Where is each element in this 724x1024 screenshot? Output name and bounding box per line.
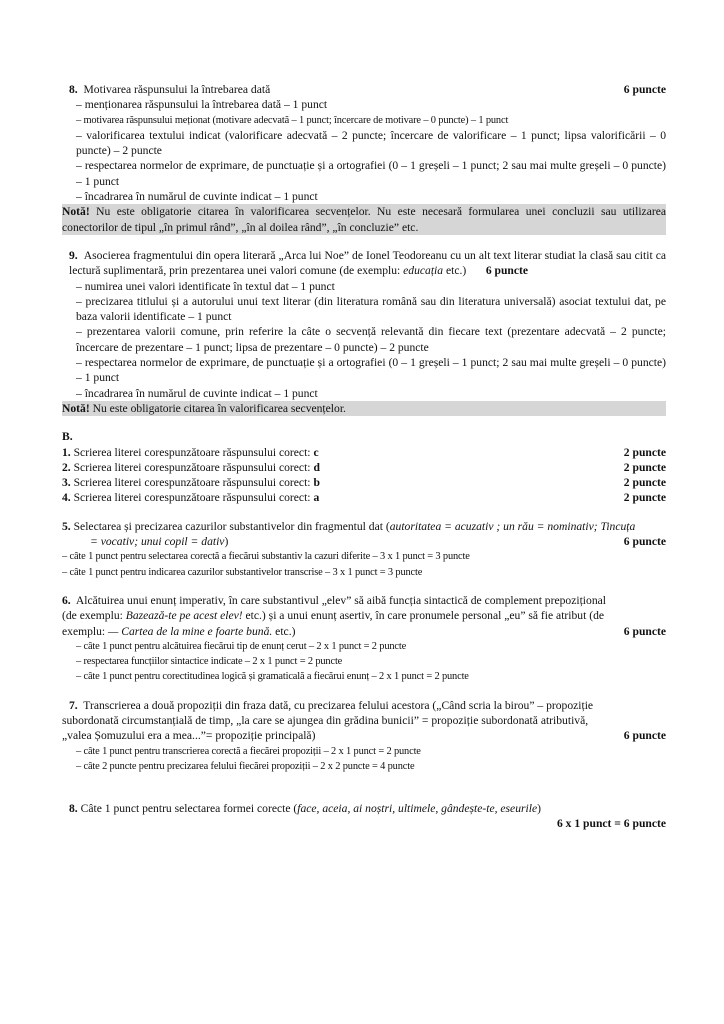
criterion: – câte 2 puncte pentru precizarea felului fiecărei propoziții – 2 x 2 puncte = 4 puncte (76, 760, 415, 772)
item-b7-heading-cont: subordonată circumstanțială de timp, „la care se ajungea din grădina bunicii” = propoziție subordonată atributivă, (62, 713, 589, 727)
item-text: Scrierea literei corespunzătoare răspunsului corect: (73, 476, 311, 490)
item-points: 2 puncte (623, 445, 666, 459)
criterion: – câte 1 punct pentru transcrierea corectă a fiecărei propoziții – 2 x 1 punct = 2 puncte (76, 745, 421, 757)
item-points: 6 puncte (623, 83, 666, 96)
item-points: 6 puncte (485, 264, 529, 278)
item-example: — Cartea de la mine e foarte bună. (108, 624, 273, 638)
criterion: – câte 1 punct pentru indicarea cazurilor substantivelor transcrise – 3 x 1 punct = 3 puncte (62, 566, 423, 578)
criterion: – precizarea titlului și a autorului unui text literar (din literatura română sau din literatura universală) asociat textului dat, pe baza valorii identificate – 1 punct (76, 294, 666, 324)
criterion: – încadrarea în numărul de cuvinte indicat – 1 punct (76, 190, 318, 204)
criterion: – respectarea normelor de exprimare, de punctuație și a ortografiei (0 – 1 greșeli – 1 punct; 2 sau mai multe greșeli – 0 puncte) – 1 punct (76, 159, 666, 188)
item-title: etc.) și a unui enunț asertiv, în care pronumele personal „eu” să fie atribut (de (242, 609, 605, 623)
item-title: Alcătuirea unui enunț imperativ, în care substantivul „elev” să aibă funcția sintactică de complement prepozițional (75, 593, 606, 607)
note-box (62, 204, 666, 235)
criterion: – numirea unei valori identificate în textul dat – 1 punct (76, 279, 335, 293)
criterion: – câte 1 punct pentru selectarea corectă a fiecărui substantiv la cazuri diferite – 3 x 1 punct = 3 puncte (62, 551, 470, 563)
correct-answer: c (313, 445, 319, 459)
note-text: Nu este obligatorie citarea în valorificarea secvențelor. (92, 401, 346, 415)
item-title: Transcrierea a două propoziții din fraza dată, cu precizarea felului acestora („Când scria la birou” – propoziție (83, 698, 594, 712)
correct-answer: d (313, 460, 320, 474)
item-title-end: ) (537, 802, 541, 816)
answer-row (62, 460, 666, 475)
criterion: – câte 1 punct pentru corectitudinea logică și gramaticală a fiecărui enunț – 2 x 1 punct = 2 puncte (76, 671, 469, 683)
scoring-document (62, 82, 666, 832)
criterion: – câte 1 punct pentru alcătuirea fiecărui tip de enunț cerut – 2 x 1 punct = 2 puncte (76, 640, 407, 652)
item-b7-heading (62, 698, 666, 713)
item-b6-heading (62, 593, 666, 608)
item-title-end: ) (224, 535, 229, 549)
item-points: 6 puncte (623, 624, 666, 638)
criterion: – respectarea funcțiilor sintactice indicate – 2 x 1 punct = 2 puncte (76, 656, 343, 668)
item-b5-heading-cont (62, 534, 666, 549)
item-title: exemplu: (62, 624, 109, 638)
note-label: Notă! (62, 205, 90, 219)
item-text: Scrierea literei corespunzătoare răspunsului corect: (73, 460, 311, 474)
item-number: 7. (69, 698, 78, 712)
correct-answer: b (313, 476, 320, 490)
item-title: (de exemplu: (62, 609, 126, 623)
item-number: 5. (62, 519, 71, 533)
item-points: 6 puncte (623, 535, 666, 549)
answer-row (62, 445, 666, 460)
item-b8-heading (62, 801, 666, 816)
item-points: 6 x 1 punct = 6 puncte (556, 817, 666, 831)
item-b7-heading-cont (62, 728, 666, 743)
criterion: – respectarea normelor de exprimare, de punctuație și a ortografiei (0 – 1 greșeli – 1 punct; 2 sau mai multe greșeli – 0 puncte) – 1 punct (76, 356, 666, 385)
item-number: 1. (62, 445, 71, 459)
answer-row (62, 475, 666, 490)
item-examples: autoritatea = acuzativ ; un rău = nominativ; Tincuța (389, 519, 636, 533)
part-b-label: B. (62, 430, 73, 444)
item-examples: = vocativ; unui copil = dativ (90, 535, 225, 549)
answer-row (62, 490, 666, 505)
item-example: Bazează-te pe acest elev! (125, 609, 243, 623)
item-title: Asocierea fragmentului din opera literară „Arca lui Noe” de Ionel Teodoreanu cu un alt text literar studiat la clasă sau citit ca lectură suplimentară, prin prezentarea unei valori comune (de exemplu: (69, 248, 666, 278)
item-number: 9. (69, 248, 78, 262)
item-title-example: educația (403, 264, 444, 278)
item-points: 6 puncte (623, 729, 666, 743)
item-b6-heading-cont (62, 608, 666, 623)
item-b5-heading (62, 519, 666, 534)
criterion: – încadrarea în numărul de cuvinte indicat – 1 punct (76, 386, 318, 400)
item-number: 6. (62, 593, 71, 607)
item-examples: face, aceia, ai noștri, ultimele, gândește-te, eseurile (297, 802, 538, 816)
item-points: 2 puncte (623, 476, 666, 490)
criterion: – menționarea răspunsului la întrebarea dată – 1 punct (76, 98, 328, 112)
item-title-end: etc.) (272, 624, 296, 638)
item-text: Scrierea literei corespunzătoare răspunsului corect: (73, 445, 311, 459)
item-text: Scrierea literei corespunzătoare răspunsului corect: (73, 491, 311, 505)
item-title: „valea Șomuzului era a mea...”= propoziție principală) (62, 729, 316, 743)
item-title: Motivarea răspunsului la întrebarea dată (83, 83, 271, 96)
note-box (62, 401, 666, 416)
item-points: 2 puncte (623, 491, 666, 505)
item-number: 8. (69, 83, 78, 96)
item-number: 2. (62, 460, 71, 474)
criterion: – prezentarea valorii comune, prin referire la câte o secvență relevantă din fiecare text (prezentare adecvată – 2 puncte; încercare de prezentare – 1 punct; lipsa de prezentare – 0 puncte) – 2 puncte (76, 325, 666, 354)
item-title: Selectarea și precizarea cazurilor substantivelor din fragmentul dat ( (73, 519, 390, 533)
criterion: – motivarea răspunsului meționat (motivare adecvată – 1 punct; încercare de motivare – 0 puncte) – 1 punct (76, 114, 509, 126)
item-b6-heading-cont (62, 624, 666, 639)
item-points: 2 puncte (623, 460, 666, 474)
item-number: 3. (62, 476, 71, 490)
item-number: 8. (69, 802, 78, 816)
criterion: – valorificarea textului indicat (valorificare adecvată – 2 puncte; încercare de valorificare – 1 punct; lipsa valorificării – 0 puncte) – 2 puncte (76, 128, 666, 158)
item-title: Câte 1 punct pentru selectarea formei corecte ( (80, 802, 298, 816)
note-text: Nu este obligatorie citarea în valorificarea secvențelor. Nu este necesară formularea unei concluzii sau utilizarea conectorilor de tipul „în primul rând”, „în al doilea rând”, „în concluzie” etc. (62, 205, 667, 234)
item-title-end: etc.) (443, 264, 467, 278)
correct-answer: a (313, 491, 320, 505)
item-b8-points-row (62, 816, 666, 831)
item-8-heading (62, 82, 666, 97)
item-number: 4. (62, 491, 71, 505)
note-label: Notă! (62, 401, 90, 415)
item-9-heading (62, 248, 666, 279)
